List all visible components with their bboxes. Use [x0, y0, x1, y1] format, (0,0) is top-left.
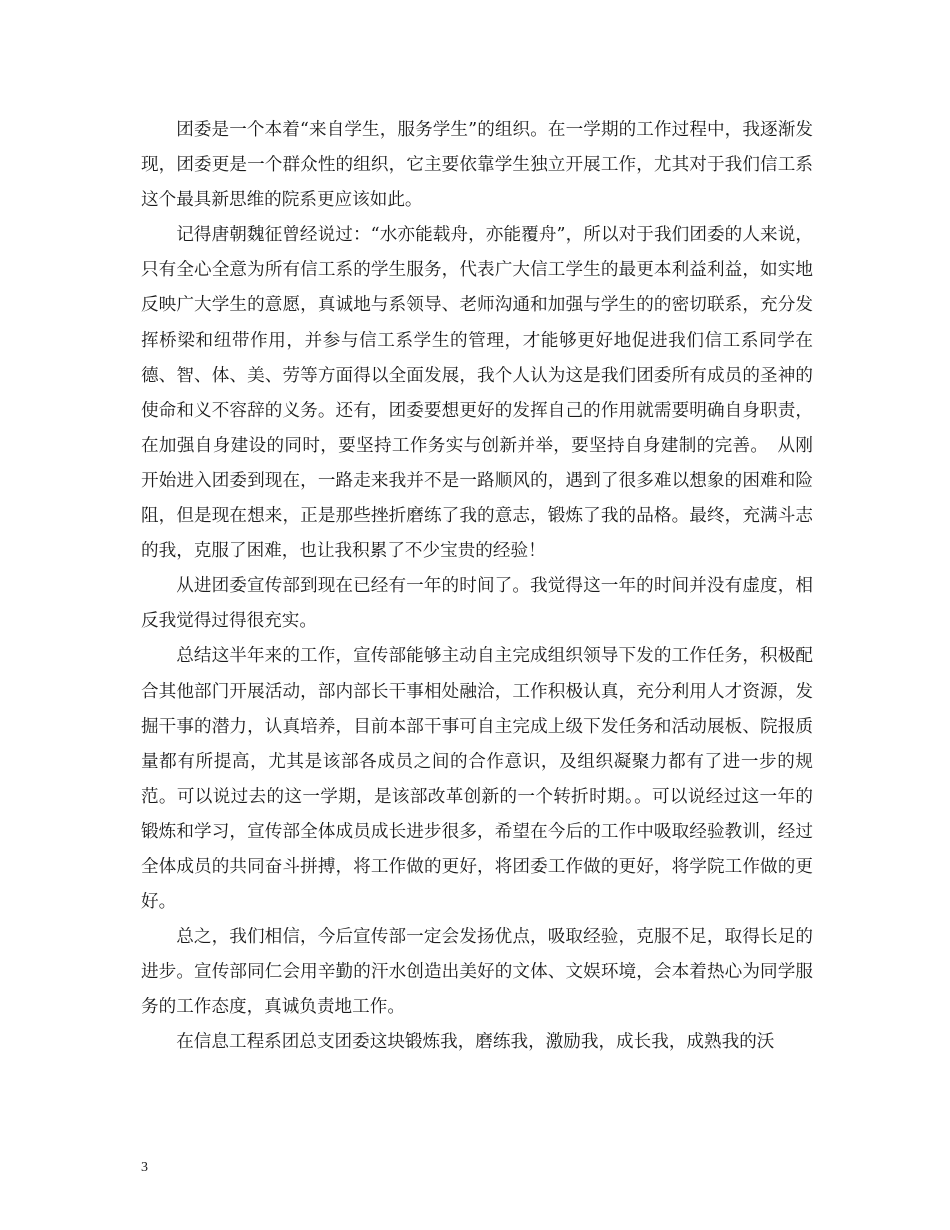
page-number: 3 — [141, 1160, 148, 1175]
paragraph-3: 从进团委宣传部到现在已经有一年的时间了。我觉得这一年的时间并没有虚度，相反我觉得过得很充实。 — [141, 576, 813, 632]
paragraph-6: 在信息工程系团总支团委这块锻炼我，磨练我，激励我，成长我，成熟我的沃 — [176, 1032, 775, 1053]
paragraph-1: 团委是一个本着“来自学生，服务学生”的组织。在一学期的工作过程中，我逐渐发现，团委更是一个群众性的组织，它主要依靠学生独立开展工作，尤其对于我们信工系这个最具新思维的院系更应该如此。 — [141, 120, 813, 211]
paragraph-2: 记得唐朝魏征曾经说过：“水亦能载舟，亦能覆舟”，所以对于我们团委的人来说，只有全心全意为所有信工系的学生服务，代表广大信工学生的最更本利益利益，如实地反映广大学生的意愿，真诚地与系领导、老师沟通和加强与学生的的密切联系，充分发挥桥梁和纽带作用，并参与信工系学生的管理，才能够更好地促进我们信工系同学在德、智、体、美、劳等方面得以全面发展，我个人认为这是我们团委所有成员的圣神的使命和义不容辞的义务。还有，团委要想更好的发挥自己的作用就需要明确自身职责，在加强自身建设的同时，要坚持工作务实与创新并举，要坚持自身建制的完善。 从刚开始进入团委到现在，一路走来我并不是一路顺风的，遇到了很多难以想象的困难和险阻，但是现在想来，正是那些挫折磨练了我的意志，锻炼了我的品格。最终，充满斗志的我，克服了困难，也让我积累了不少宝贵的经验！ — [141, 225, 813, 562]
paragraph-5: 总之，我们相信，今后宣传部一定会发扬优点，吸取经验，克服不足，取得长足的进步。宣传部同仁会用辛勤的汗水创造出美好的文体、文娱环境，会本着热心为同学服务的工作态度，真诚负责地工作。 — [141, 927, 813, 1018]
paragraph-4: 总结这半年来的工作，宣传部能够主动自主完成组织领导下发的工作任务，积极配合其他部门开展活动，部内部长干事相处融洽，工作积极认真，充分利用人才资源，发掘干事的潜力，认真培养，目前本部干事可自主完成上级下发任务和活动展板、院报质量都有所提高，尤其是该部各成员之间的合作意识，及组织凝聚力都有了进一步的规范。可以说过去的这一学期，是该部改革创新的一个转折时期。。可以说经过这一年的锻炼和学习，宣传部全体成员成长进步很多，希望在今后的工作中吸取经验教训，经过全体成员的共同奋斗拼搏，将工作做的更好，将团委工作做的更好，将学院工作做的更好。 — [141, 646, 813, 913]
document-body — [141, 113, 813, 1061]
